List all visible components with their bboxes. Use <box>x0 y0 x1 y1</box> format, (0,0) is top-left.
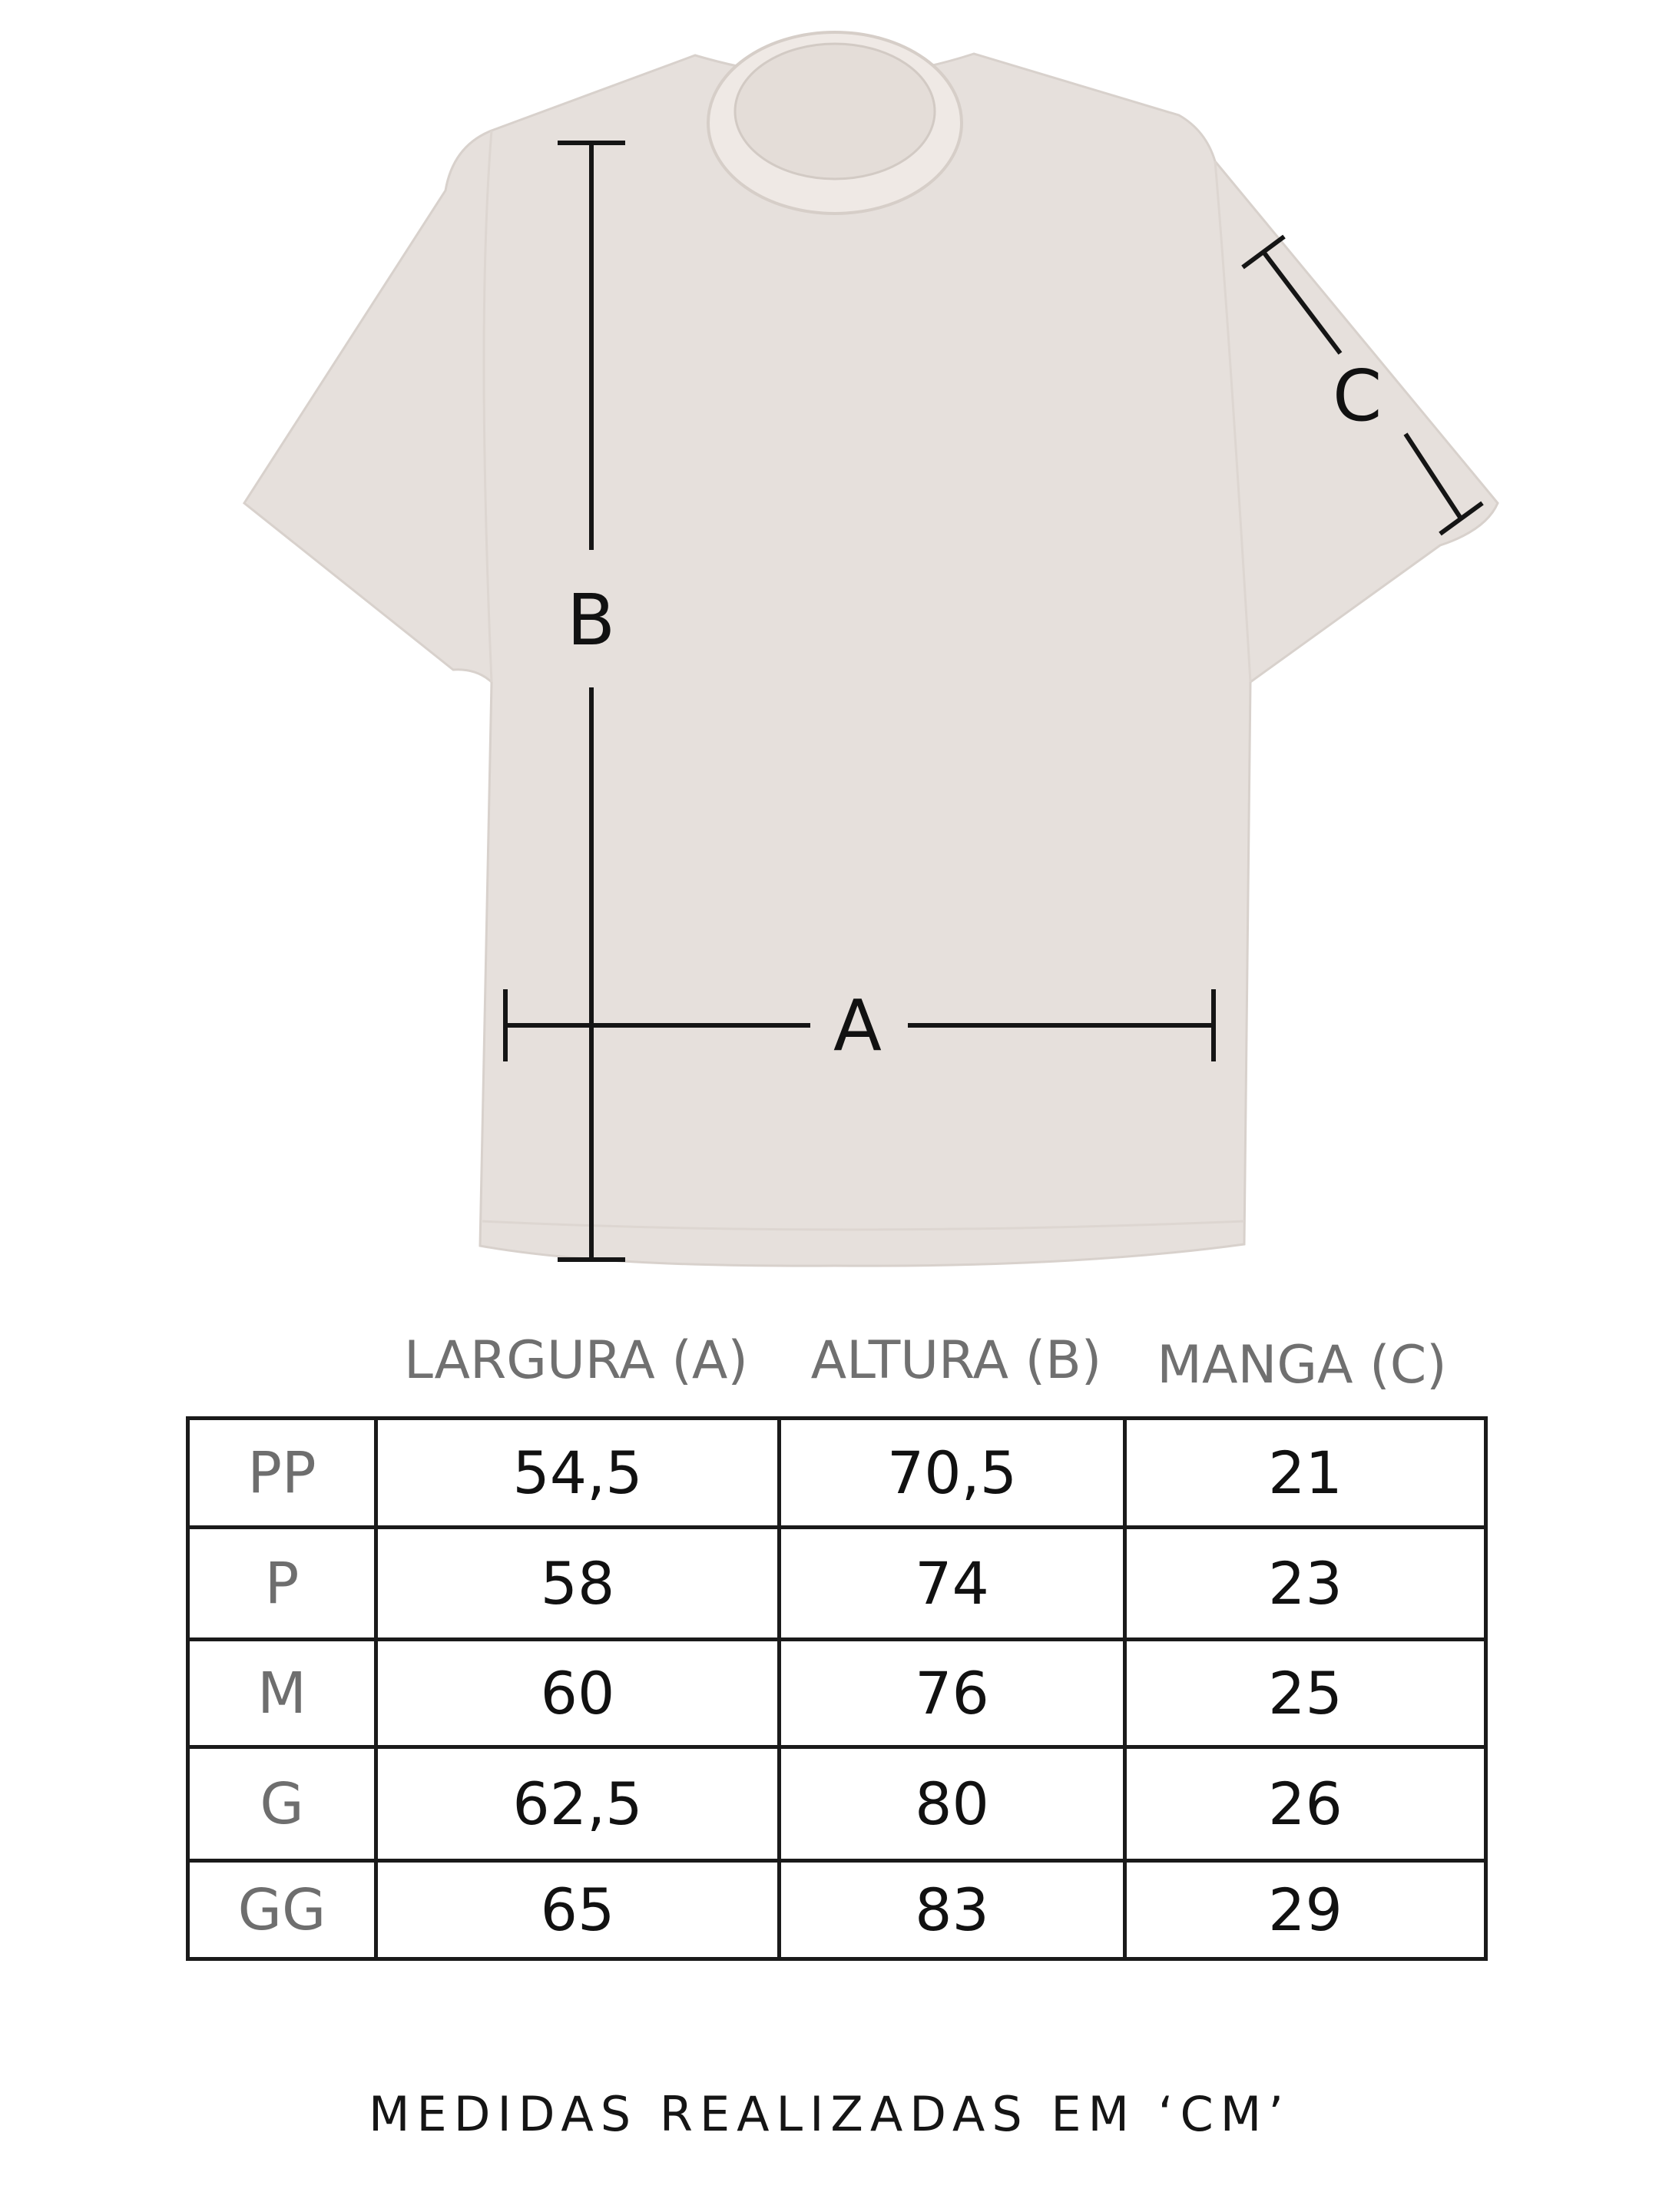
table-row <box>188 1419 1486 1528</box>
collar-inner <box>735 44 935 179</box>
manga-cell: 23 <box>1125 1528 1486 1640</box>
altura-cell: 76 <box>780 1640 1125 1747</box>
dimension-label-a: A <box>833 985 882 1067</box>
largura-cell: 54,5 <box>376 1419 780 1528</box>
dimension-label-b: B <box>567 579 616 661</box>
largura-cell: 65 <box>376 1861 780 1959</box>
table-row <box>188 1861 1486 1959</box>
column-header-largura: LARGURA (A) <box>404 1330 748 1391</box>
column-header-altura: ALTURA (B) <box>810 1330 1102 1391</box>
manga-cell: 26 <box>1125 1747 1486 1861</box>
size-cell: M <box>188 1640 376 1747</box>
largura-cell: 60 <box>376 1640 780 1747</box>
manga-cell: 21 <box>1125 1419 1486 1528</box>
size-cell: PP <box>188 1419 376 1528</box>
largura-cell: 62,5 <box>376 1747 780 1861</box>
table-row <box>188 1528 1486 1640</box>
largura-cell: 58 <box>376 1528 780 1640</box>
altura-cell: 74 <box>780 1528 1125 1640</box>
dimension-label-c: C <box>1333 355 1382 437</box>
column-header-manga: MANGA (C) <box>1157 1335 1447 1396</box>
altura-cell: 70,5 <box>780 1419 1125 1528</box>
table-row <box>188 1747 1486 1861</box>
size-cell: G <box>188 1747 376 1861</box>
manga-cell: 25 <box>1125 1640 1486 1747</box>
size-cell: GG <box>188 1861 376 1959</box>
altura-cell: 80 <box>780 1747 1125 1861</box>
size-chart-table <box>186 1416 1488 1961</box>
tshirt-shape <box>244 54 1498 1266</box>
manga-cell: 29 <box>1125 1861 1486 1959</box>
altura-cell: 83 <box>780 1861 1125 1959</box>
table-row <box>188 1640 1486 1747</box>
size-cell: P <box>188 1528 376 1640</box>
measurement-unit-note: MEDIDAS REALIZADAS EM ‘CM’ <box>369 2086 1290 2142</box>
